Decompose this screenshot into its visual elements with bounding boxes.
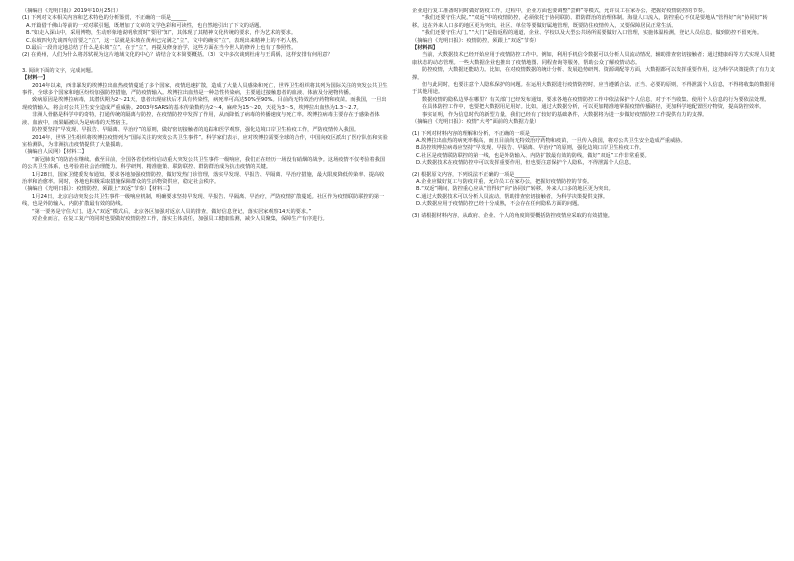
right-column [412, 8, 778, 548]
material-heading: 【材料一】 [22, 75, 48, 82]
answer-option: D.大数据技术在疫情防控中可以发挥重要作用，但也要注意保护个人隐私，不得泄露个人信息。 [416, 160, 635, 167]
text-paragraph: 防控要坚持“早发现、早报告、早隔离、早治疗”的原则，做好密切接触者的追踪和医学观察，强化边境口岸卫生检疫工作，严防疫情传入我国。 [32, 127, 360, 134]
source-note: （摘编自《光明日报》：疫情防控，须跟上“双返”节奏） [412, 37, 540, 44]
source-note: （摘编自《光明日报》：疫情防控，须跟上“双返”节奏）【材料三】 [22, 186, 173, 193]
text-paragraph: (2) 在黄州，人们为什么将苏轼视为这片地域文化的中心？请结合文本简要概括。（3）文中多次谈到杜甫与王禹偁，这样安排有何用意？ [22, 52, 333, 59]
text-paragraph: 但与此同时，也要注意个人隐私保护的问题。在运用大数据进行疫情防控时，应当遵循合法、正当、必要的原则，不得泄露个人信息，不得将收集的数据用于其他用途。 [412, 82, 775, 96]
text-paragraph: 致病原因是埃博拉病毒，其潜伏期为2～21天，患者出现症状后才具有传染性，病死率可高达50%至90%。目前尚无特效治疗药物和疫苗。而我国，一旦出现疫情输入，将会对公共卫生安全造成严重威胁。2003年SARS的基本传染数约为2～4，麻疹为15～20，天花为3～5，埃博拉出血热为1.3～2.7。 [22, 97, 387, 111]
text-paragraph [22, 60, 388, 68]
text-paragraph: 2014年以来，西非暴发的埃博拉出血热疫情蔓延了多个国家，疫情迅速扩散，造成了大量人员感染和死亡，世界卫生组织将其列为国际关注的突发公共卫生事件，全球多个国家和地区纷纷加强防控措施，严防疫情输入。埃博拉出血热是一种急性传染病，主要通过接触患者的血液、体液及分泌物传播。 [22, 82, 388, 97]
text-paragraph: “我们还要守住大门。”“大门”是指返程的通道，企业、学校以及大型公共场所需要做好入口管理，实施体温检测，登记人员信息，做到防控不留死角。 [422, 30, 763, 37]
text-paragraph: 防控疫情，大数据还能助力。比如，在对疫情数据的统计分析、发展趋势研判、资源调配等方面，大数据都可以发挥重要作用，这为科学决策提供了有力支撑。 [412, 67, 775, 81]
left-column [22, 8, 388, 548]
text-paragraph: (1) 下列对文本相关内容和艺术特色的分析鉴赏，不正确的一项是______ [22, 15, 187, 22]
text-paragraph: 在具体防控工作中，也要把大数据用足用好。比如，通过大数据分析，可以更加精准地掌握疫情传播路径，更加科学地配置医疗物资，提高防控效率。 [422, 104, 765, 111]
source-note: （摘编自《光明日报》：疫情“大考”面前的大数据力量） [412, 119, 540, 126]
text-paragraph: 对企业而言，在复工复产的同时也要做好疫情防控工作，落实主体责任，加强员工健康监测，减少人员聚集，保障生产有序进行。 [32, 215, 328, 222]
material-heading: 【材料四】 [412, 45, 438, 52]
text-paragraph: 事实证明，作为信息时代的新型力量，我们已经有了较好的基础条件，大数据将为进一步做好疫情防控工作提供有力的支撑。 [422, 111, 708, 118]
text-paragraph: 当前，大数据技术已经开始应用于疫情防控工作中。例如，利用手机信令数据可以分析人员流动情况，辅助排查密切接触者；通过健康码等方式实现人员健康状态的动态管理。一些大数据企业也推出了疫情地图、同程查询等服务，帮助公众了解疫情动态。 [412, 52, 775, 66]
answer-option: B.防控埃博拉病毒应坚持“早发现、早报告、早隔离、早治疗”的原则，强化边境口岸卫生检疫工作。 [416, 145, 645, 152]
text-paragraph: 数据疫情的隐私边界在哪里？有关部门已经发布通知，要求各地在疫情防控工作中依法保护个人信息，对于不当收集、使用个人信息的行为要依法处理。 [422, 96, 770, 103]
text-paragraph: “新冠肺炎”的防治在继续。截至目前，全国各省份纷纷启动重大突发公共卫生事件一级响应，我们正在经历一场没有硝烟的战争。这场疫情不仅考验着我国的公共卫生体系，也考验着社会治理能力。科学研判、精准施策、联防联控、群防群治成为抗击疫情的关键。 [22, 156, 385, 171]
answer-option: A.埃博拉出血热的病死率极高，而且目前尚无特效治疗药物和疫苗，一旦传入我国，将对公共卫生安全造成严重威胁。 [416, 137, 686, 144]
text-paragraph: 3. 阅读下面的文字，完成问题。 [22, 67, 97, 74]
answer-option: C.通过大数据技术可以分析人员流动，帮助排查密切接触者，为科学决策提供支撑。 [416, 193, 609, 200]
text-paragraph: (1) 下列对材料内容的理解和分析，不正确的一项是______ [412, 130, 546, 137]
text-paragraph: 2014年，世界卫生组织将埃博拉疫情列为“国际关注的突发公共卫生事件”。科学家们表示，应对埃博拉需要全球的合作，中国向疫区派出了医疗队伍和实验室检测队，为非洲抗击疫情提供了大量援助。 [22, 134, 388, 148]
text-paragraph: (3) 请根据材料内容，从政府、企业、个人的角度简要概括防控疫情应采取的有效措施。 [412, 212, 613, 219]
answer-option: A.开篇借千佛山等前的一对对联引题，既增加了文章的文学色彩和可读性，也自然地引出了下文的话题。 [26, 22, 265, 29]
answer-option: C.东坡四句先谈四句首要之“立”，这一层就是东坡在黄州已完满之“立”，文中的确实“立”，表现出来精神上的不朽人格。 [26, 37, 302, 44]
answer-option: D.大数据应用于疫情防控已经十分成熟，不会存在任何隐私方面的问题。 [416, 201, 583, 208]
source-note: （摘编自《光明日报》2019年10月25日） [22, 8, 122, 14]
source-note: （摘编自人民网）【材料二】 [22, 149, 87, 156]
text-paragraph: 企业进行复工准备时同时做好防疫工作，过程中，企业方面也要调整“尝鲜”等模式，允许员工在家办公，把握好疫情防控的节奏。 [412, 8, 708, 14]
answer-option: A.企业应做好复工与防疫并重，允许员工在家办公，把握好疫情防控的节奏。 [416, 178, 593, 185]
answer-option: B.“双返”期间，防控重心应从“管得好”向“协同好”转移，外来人口多的地区更为突出。 [416, 186, 614, 193]
answer-option: C.社区是疫情联防联控的第一线，也是外防输入、内防扩散最有效的防线，做好“双返”工作非常重要。 [416, 152, 650, 159]
text-paragraph: 非洲人骨骼是科学中的奇特，打通传统的隔离与防控，在疫情防控中发挥了作用，从而降低了病毒的传播速度与死亡率。埃博拉病毒主要存在于感染者体液、血液中，而果蝠被认为是病毒的天然宿主。 [22, 112, 380, 126]
text-paragraph: “第一要务是守住大门。进入“双返”模式后，北京各区加强对返京人员的排查，做好信息登记，落实居家观察14天的要求。” [32, 208, 312, 215]
answer-option: B.“如走入深山中，采用博物，生动形象地说明欣赏时”要用“知”，其体现了其精神文化传统的要求，作为艺术的要求。 [26, 30, 297, 37]
text-paragraph: 1月24日，北京启动突发公共卫生事件一级响应机制，明确要求坚持早发现、早报告、早隔离、早治疗，严防疫情扩散蔓延。社区作为疫情联防联控的第一线，也是外防输入、内防扩散最有效的防线。 [22, 193, 385, 208]
text-paragraph: 1月28日，国家卫健委发布通知，要求各地加强疫情防控，做好发热门诊管理，落实早发现、早报告、早隔离、早治疗措施，最大限度降低传染率、提高收治率和治愈率。同时，各地也积极采取措施保障群众的生活物资供应，稳定社会秩序。 [22, 171, 385, 185]
text-paragraph: (2) 根据原文内容，下列说法不正确的一项是______ [412, 171, 530, 178]
answer-option: D.最后一段肯定地总结了什么是东坡“立”，在于“立”，再提及修身治学，这些方面在当今世人的修养上也有了参照性。 [26, 45, 297, 52]
text-paragraph: “我们还要守住大院。”“双返”中的疫情防控，必须依托于协同联防、群防群治的治理体制。海量人口流入，防控重心不仅是要地从“管得好”向“协同好”转移。这在外来人口多的地区更为突出，社区、单位等要做好属地管理，既要防住疫情传入，又要保障居民正常生活。 [412, 15, 768, 29]
